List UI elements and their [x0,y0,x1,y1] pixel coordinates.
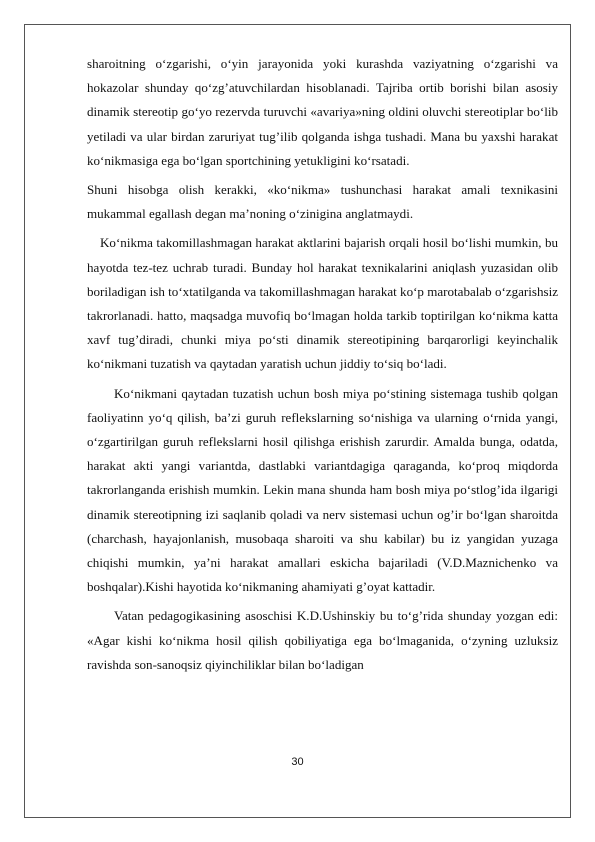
page-number: 30 [291,756,304,768]
paragraph-3: Ko‘nikma takomillashmagan harakat aktlarini bajarish orqali hosil bo‘lishi mumkin, bu hayotda tez-tez uchrab turadi. Bunday hol harakat texnikalarini aniqlash yuzasidan olib boriladigan ish to‘xtatilganda va takomillashmagan harakat ko‘p marotabalab o‘zgarishsiz takrorlanadi. hatto, maqsadga muvofiq bo‘lmagan holda tarkib toptirilgan ko‘nikma katta xavf tug’diradi, chunki miya po‘sti dinamik stereotipining barqarorligi keyinchalik ko‘nikmani tuzatish va qaytadan yaratish uchun jiddiy to‘siq bo‘ladi. [87,235,558,372]
paragraph-5: Vatan pedagogikasining asoschisi K.D.Ushinskiy bu to‘g’rida shunday yozgan edi: «Agar kishi ko‘nikma hosil qilish qobiliyatiga ega bo‘lmaganida, o‘zyning uzluksiz ravishda son-sanoqsiz qiyinchiliklar bilan bo‘ladigan [87,608,558,672]
paragraph-4: Ko‘nikmani qaytadan tuzatish uchun bosh miya po‘stining sistemaga tushib qolgan faoliyatinn yo‘q qilish, ba’zi guruh reflekslarning so‘nishiga va ularning o‘rnida yangi, o‘zgartirilgan guruh reflekslarni hosil qilishga erishish zarurdir. Amalda bunga, odatda, harakat akti yangi variantda, dastlabki variantdagiga qaraganda, ko‘proq miqdorda takrorlanganda erishish mumkin. Lekin mana shunda ham bosh miya po‘stlog’ida ilgarigi dinamik stereotipning izi saqlanib qoladi va nerv sistemasi uchun og’ir bo‘lgan sharoitda (charchash, hayajonlanish, musobaqa sharoiti va shu kabilar) bu iz yangidan yuzaga chiqishi mumkin, ya’ni harakat amallari eskicha bajariladi (V.D.Maznichenko va boshqalar).Kishi hayotida ko‘nikmaning ahamiyati g’oyat kattadir. [87,385,558,595]
document-body [87,52,558,682]
paragraph-2: Shuni hisobga olish kerakki, «ko‘nikma» tushunchasi harakat amali texnikasini mukammal egallash degan ma’noning o‘zinigina anglatmaydi. [87,182,558,222]
paragraph-1: sharoitning o‘zgarishi, o‘yin jarayonida yoki kurashda vaziyatning o‘zgarishi va hokazolar shunday qo‘zg’atuvchilardan hisoblanadi. Tajriba ortib borishi bilan asosiy dinamik stereotip go‘yo rezervda turuvchi «avariya»ning oldini oluvchi stereotiplar bo‘lib yetiladi va ular birdan zaruriyat tug’ilib qolganda ishga tushadi. Mana bu yaxshi harakat ko‘nikmasiga ega bo‘lgan sportchining yetukligini ko‘rsatadi. [87,56,558,168]
